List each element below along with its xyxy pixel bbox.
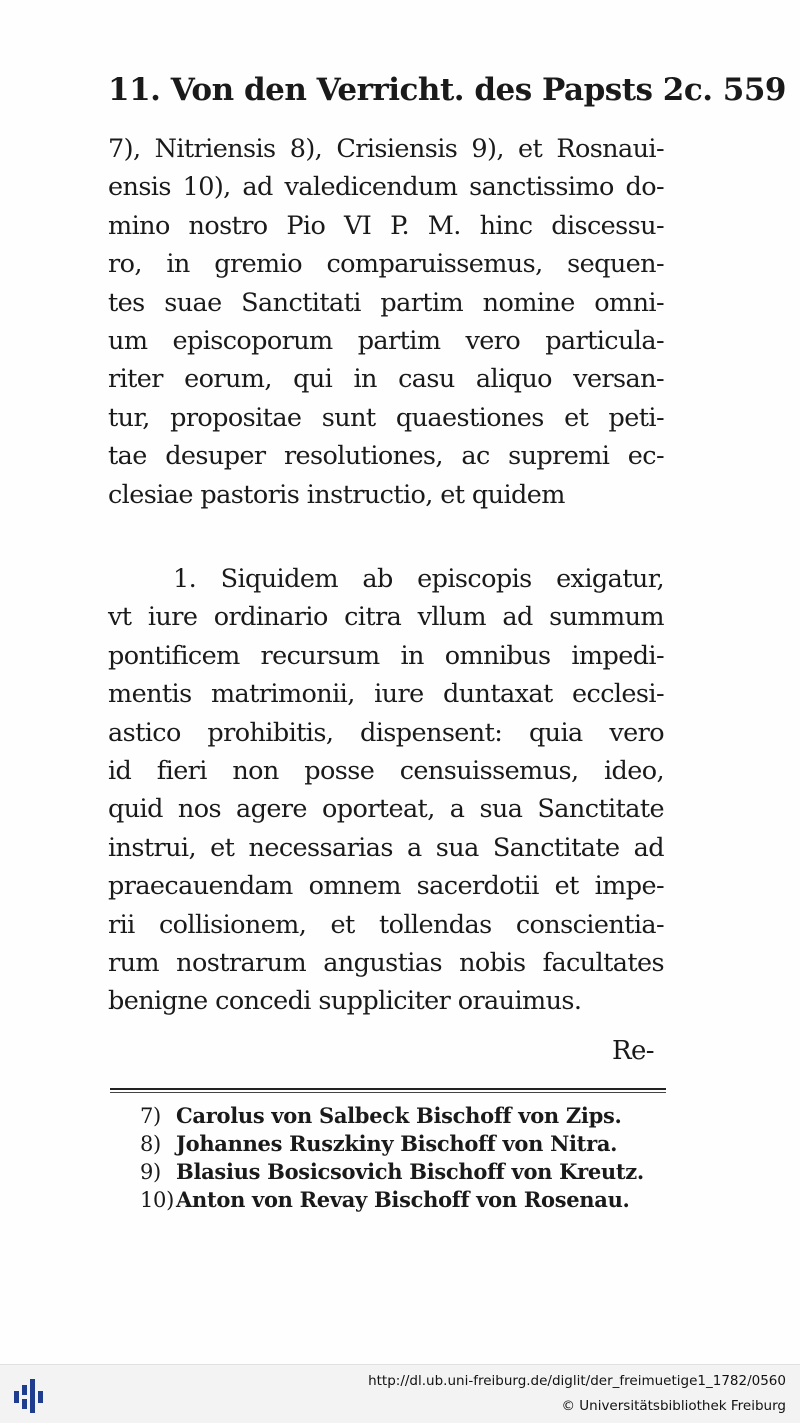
footnote — [140, 1158, 670, 1186]
footnotes — [140, 1102, 670, 1214]
text-line: rum nostrarum angustias nobis facultates — [108, 947, 664, 978]
text-line: vt iure ordinario citra vllum ad summum — [108, 602, 664, 633]
text-line: mentis matrimonii, iure duntaxat ecclesi- — [108, 679, 664, 710]
text-line: mino nostro Pio VI P. M. hinc discessu- — [108, 210, 664, 241]
footnote-text: Blasius Bosicsovich Bischoff von Kreutz. — [176, 1159, 644, 1184]
text-line: astico prohibitis, dispensent: quia vero — [108, 717, 664, 748]
paragraph-1 — [108, 130, 664, 514]
footnote-text: Anton von Revay Bischoff von Rosenau. — [176, 1187, 630, 1212]
footnote-text: Carolus von Salbeck Bischoff von Zips. — [176, 1103, 622, 1128]
text-line: tae desuper resolutiones, ac supremi ec- — [108, 441, 664, 472]
text-line: um episcoporum partim vero particula- — [108, 325, 664, 356]
footnote-text: Johannes Ruszkiny Bischoff von Nitra. — [176, 1131, 618, 1156]
ub-freiburg-logo-icon[interactable] — [14, 1379, 48, 1413]
text-line: id fieri non posse censuissemus, ideo, — [108, 755, 664, 786]
text-line: praecauendam omnem sacerdotii et impe- — [108, 871, 664, 902]
text-line: rii collisionem, et tollendas conscientia- — [108, 909, 664, 940]
text-line: quid nos agere oporteat, a sua Sanctitate — [108, 794, 664, 825]
viewer-footer — [0, 1364, 800, 1423]
footnote — [140, 1130, 670, 1158]
footnote-number: 7) — [140, 1104, 161, 1128]
text-line: 7), Nitriensis 8), Crisiensis 9), et Rosnaui- — [108, 134, 664, 164]
text-line: tur, propositae sunt quaestiones et peti- — [108, 402, 664, 433]
permalink-url[interactable]: http://dl.ub.uni-freiburg.de/diglit/der_freimuetige1_1782/0560 — [368, 1373, 786, 1389]
footnote — [140, 1186, 670, 1214]
text-line: clesiae pastoris instructio, et quidem — [108, 479, 565, 510]
text-line: ro, in gremio comparuissemus, sequen- — [108, 249, 664, 280]
text-line: pontificem recursum in omnibus impedi- — [108, 640, 664, 671]
footnote — [140, 1102, 670, 1130]
text-line: riter eorum, qui in casu aliquo versan- — [108, 364, 664, 395]
text-line: ensis 10), ad valedicendum sanctissimo do- — [108, 172, 664, 203]
text-line: instrui, et necessarias a sua Sanctitate ad — [108, 832, 664, 863]
footnote-divider — [110, 1088, 666, 1093]
footnote-number: 10) — [140, 1188, 175, 1212]
paragraph-2 — [108, 560, 664, 1021]
text-line: 1. Siquidem ab episcopis exigatur, — [173, 564, 664, 594]
running-header: 11. Von den Verricht. des Papsts 2c. 559 — [108, 72, 786, 108]
footnote-number: 9) — [140, 1160, 161, 1184]
footnote-number: 8) — [140, 1132, 161, 1156]
catchword: Re- — [612, 1036, 654, 1066]
text-line: benigne concedi suppliciter orauimus. — [108, 986, 582, 1017]
text-line: tes suae Sanctitati partim nomine omni- — [108, 287, 664, 318]
copyright-notice: © Universitätsbibliothek Freiburg — [561, 1398, 786, 1414]
